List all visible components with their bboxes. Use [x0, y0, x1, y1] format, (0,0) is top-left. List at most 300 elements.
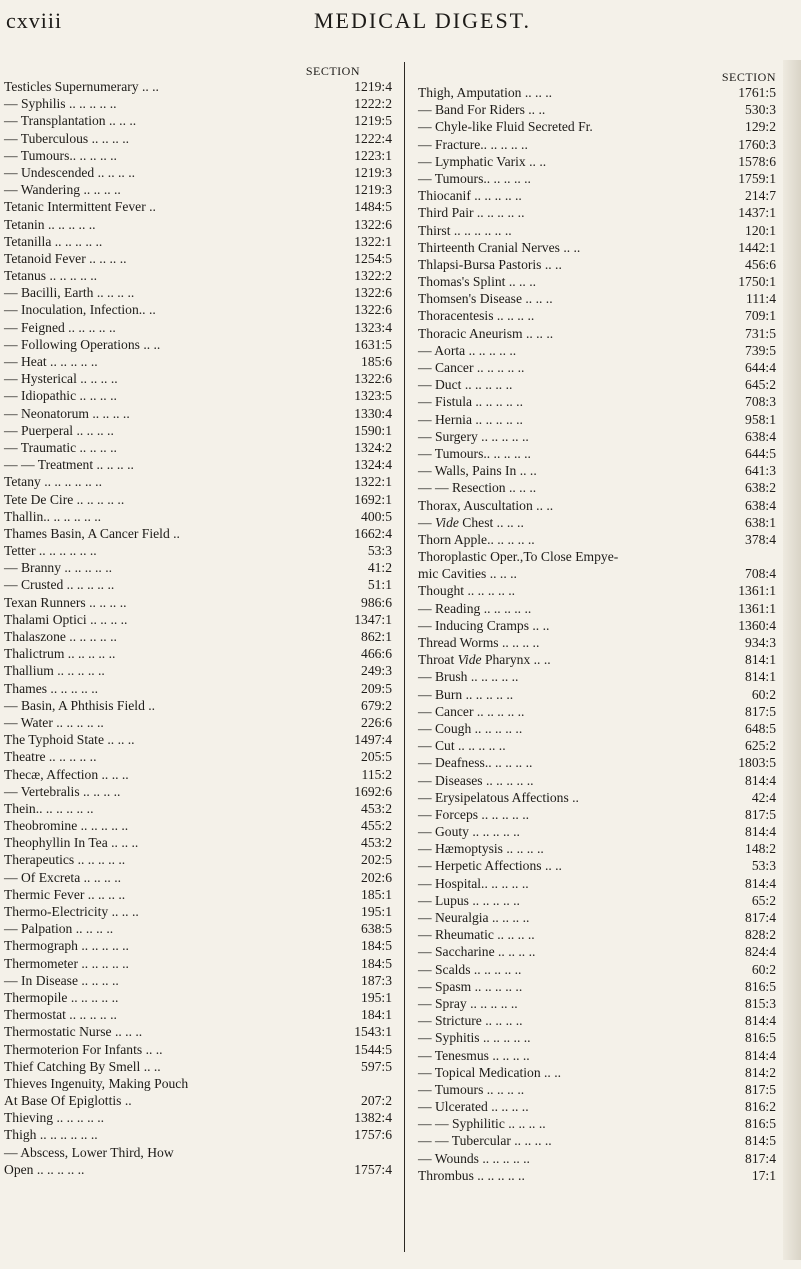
index-entry-section: 814:4 — [745, 824, 776, 840]
index-entry-section: 816:5 — [745, 1116, 776, 1132]
index-entry — [4, 542, 396, 559]
index-entry-section: 1631:5 — [354, 336, 392, 352]
index-entry-section: 1442:1 — [738, 239, 776, 255]
index-entry-term: — Branny .. .. .. .. .. — [4, 560, 112, 576]
index-entry — [4, 130, 396, 147]
index-entry — [4, 662, 396, 679]
index-entry — [418, 273, 776, 290]
index-entry-term: Thieves Ingenuity, Making Pouch — [4, 1075, 189, 1091]
index-entry — [4, 731, 396, 748]
index-entry-section: 530:3 — [745, 102, 776, 118]
index-entry — [418, 136, 776, 153]
index-entry-term: Open .. .. .. .. .. — [4, 1161, 85, 1177]
index-entry — [418, 582, 776, 599]
index-entry-section: 1322:6 — [354, 285, 392, 301]
index-entry — [418, 1012, 776, 1029]
index-entry — [4, 1161, 396, 1178]
index-entry — [418, 204, 776, 221]
index-entry-section: 641:3 — [745, 463, 776, 479]
index-entry-section: 209:5 — [361, 680, 392, 696]
index-entry-section: 1437:1 — [738, 205, 776, 221]
index-entry — [418, 720, 776, 737]
index-entry-section: 1382:4 — [354, 1110, 392, 1126]
index-entry-term: — Bacilli, Earth .. .. .. .. — [4, 285, 135, 301]
index-entry-section: 53:3 — [751, 858, 776, 874]
index-entry-section: 185:1 — [361, 886, 392, 902]
index-entry — [4, 817, 396, 834]
index-entry-section: 115:2 — [361, 766, 392, 782]
index-entry — [418, 617, 776, 634]
index-entry — [4, 370, 396, 387]
index-entry-term: — Tumours .. .. .. .. — [418, 1081, 525, 1097]
index-entry-term: — Following Operations .. .. — [4, 336, 161, 352]
index-entry — [4, 422, 396, 439]
index-entry — [418, 565, 776, 582]
index-entry-term: — Transplantation .. .. .. — [4, 113, 137, 129]
index-entry-section: 1323:4 — [354, 319, 392, 335]
index-entry-section: 1219:4 — [354, 79, 392, 94]
index-entry-term: Tetany .. .. .. .. .. .. — [4, 474, 102, 490]
index-entry-term: — Tumours.. .. .. .. .. — [4, 147, 117, 163]
index-entry-term: Tetanoid Fever .. .. .. .. — [4, 250, 127, 266]
index-entry-section: 1662:4 — [354, 525, 392, 541]
index-entry-term: — Water .. .. .. .. .. — [4, 714, 104, 730]
index-entry-term: — Syphilis .. .. .. .. .. — [4, 96, 117, 112]
index-entry — [418, 479, 776, 496]
index-entry-section: 1322:1 — [354, 233, 392, 249]
index-entry-section: 1324:2 — [354, 439, 392, 455]
index-entry — [4, 1109, 396, 1126]
index-entry-term: Thorn Apple.. .. .. .. .. — [418, 531, 535, 547]
index-entry — [4, 181, 396, 198]
index-entry-term: — Aorta .. .. .. .. .. — [418, 342, 517, 358]
index-entry-term: Thalictrum .. .. .. .. .. — [4, 646, 116, 662]
index-entry-section: 1222:4 — [354, 130, 392, 146]
index-entry-section: 42:4 — [751, 789, 776, 805]
index-entry-term: Third Pair .. .. .. .. .. — [418, 205, 525, 221]
index-entry-section: 597:5 — [361, 1058, 392, 1074]
index-entry-section: 824:4 — [745, 944, 776, 960]
index-entry — [4, 783, 396, 800]
index-entry-section: 638:4 — [745, 497, 776, 513]
index-entry-term: — Cancer .. .. .. .. .. — [418, 703, 525, 719]
index-entry-term: Thermometer .. .. .. .. .. — [4, 955, 129, 971]
index-entry-term: Thermo-Electricity .. .. .. — [4, 904, 139, 919]
index-entry-section: 816:2 — [745, 1099, 776, 1115]
index-entry-term: — Neonatorum .. .. .. .. — [4, 405, 130, 421]
index-entry — [418, 772, 776, 789]
index-entry-section: 1692:1 — [354, 491, 392, 507]
index-entry — [418, 1132, 776, 1149]
index-entry — [418, 995, 776, 1012]
index-entry — [4, 405, 396, 422]
index-entry-section: 815:3 — [745, 995, 776, 1011]
index-entry — [4, 336, 396, 353]
index-entry-term: — Wandering .. .. .. .. — [4, 182, 121, 198]
page-header — [0, 6, 801, 46]
index-entry — [418, 514, 776, 531]
index-entry-section: 1759:1 — [738, 170, 776, 186]
index-entry-section: 817:5 — [745, 1081, 776, 1097]
index-entry — [418, 187, 776, 204]
index-entry-term: — Spray .. .. .. .. .. — [418, 995, 518, 1011]
index-entry-section: 51:1 — [367, 577, 392, 593]
index-entry-section: 817:4 — [745, 1150, 776, 1166]
index-entry-term: Theatre .. .. .. .. .. — [4, 749, 97, 765]
index-entry — [418, 342, 776, 359]
index-entry — [418, 909, 776, 926]
index-entry — [418, 101, 776, 118]
index-entry-term: — Diseases .. .. .. .. .. — [418, 772, 534, 788]
index-entry-section: 1219:3 — [354, 182, 392, 198]
index-entry-term: — Brush .. .. .. .. .. — [418, 669, 519, 685]
index-entry-section: 817:4 — [745, 910, 776, 925]
index-entry — [418, 926, 776, 943]
index-entry-term: — Hospital.. .. .. .. .. — [418, 875, 529, 891]
index-entry-section: 53:3 — [367, 543, 392, 559]
index-entry-section: 65:2 — [751, 892, 776, 908]
index-entry — [418, 393, 776, 410]
index-entry-term: Testicles Supernumerary .. .. — [4, 79, 159, 94]
index-entry — [4, 284, 396, 301]
index-entry-section: 17:1 — [751, 1167, 776, 1183]
index-entry-section: 195:1 — [361, 904, 392, 919]
index-entry — [4, 697, 396, 714]
index-entry-term: — Vide Chest .. .. .. — [418, 514, 524, 530]
index-column-right — [418, 64, 776, 1184]
index-entry-term: — Burn .. .. .. .. .. — [418, 686, 514, 702]
index-entry-section: 958:1 — [745, 411, 776, 427]
index-entry — [418, 1167, 776, 1184]
index-entry-section: 1330:4 — [354, 405, 392, 421]
index-entry — [4, 112, 396, 129]
column-divider — [404, 62, 405, 1252]
index-entry-section: 814:4 — [745, 875, 776, 891]
index-entry-term: — Band For Riders .. .. — [418, 102, 546, 118]
index-entry — [4, 1058, 396, 1075]
index-entry-section: 1497:4 — [354, 732, 392, 748]
page-edge-shadow — [783, 60, 801, 1260]
index-entry-term: Thermograph .. .. .. .. .. — [4, 938, 129, 954]
index-entry-term: Thiocanif .. .. .. .. .. — [418, 188, 522, 204]
index-entry — [418, 548, 776, 565]
index-entry-term: Therapeutics .. .. .. .. .. — [4, 852, 126, 868]
index-entry — [4, 748, 396, 765]
index-entry-section: 202:6 — [361, 869, 392, 885]
index-entry-section: 739:5 — [745, 342, 776, 358]
index-column-left — [4, 64, 396, 1178]
index-entry-term: — Undescended .. .. .. .. — [4, 164, 135, 180]
index-entry-term: — Syphitis .. .. .. .. .. — [418, 1030, 531, 1046]
index-entry-term: Tetanilla .. .. .. .. .. — [4, 233, 103, 249]
index-entry — [4, 164, 396, 181]
index-entry-term: — Cancer .. .. .. .. .. — [418, 360, 525, 375]
index-entry-section: 814:2 — [745, 1064, 776, 1080]
index-entry-term: — Palpation .. .. .. .. — [4, 921, 114, 937]
index-entry — [418, 754, 776, 771]
index-entry — [4, 1092, 396, 1109]
index-entry — [418, 892, 776, 909]
index-entry-section: 816:5 — [745, 1030, 776, 1046]
index-entry-term: At Base Of Epiglottis .. — [4, 1093, 132, 1109]
index-entry — [4, 628, 396, 645]
index-entry-section: 185:6 — [361, 354, 392, 369]
index-entry-section: 862:1 — [361, 629, 392, 644]
index-entry-term: — Tumours.. .. .. .. .. — [418, 445, 531, 461]
index-entry — [4, 1041, 396, 1058]
index-entry-term: Thallin.. .. .. .. .. .. — [4, 508, 102, 524]
index-entry-term: — Feigned .. .. .. .. .. — [4, 319, 116, 335]
index-entry-term: — Fistula .. .. .. .. .. — [418, 394, 523, 410]
index-entry-term: Thames Basin, A Cancer Field .. — [4, 525, 180, 541]
index-entry-section: 1322:6 — [354, 302, 392, 318]
index-entry — [418, 462, 776, 479]
index-entry-section: 1223:1 — [354, 147, 392, 163]
index-entry-term: Thallium .. .. .. .. .. — [4, 663, 105, 679]
index-entry-section: 1578:6 — [738, 153, 776, 169]
index-entry — [4, 456, 396, 473]
index-entry-section: 1322:2 — [354, 268, 392, 284]
index-entry-term: — Traumatic .. .. .. .. — [4, 439, 117, 455]
index-entry-term: — Reading .. .. .. .. .. — [418, 600, 532, 616]
index-entry — [418, 857, 776, 874]
index-entry-term: — Fracture.. .. .. .. .. — [418, 136, 528, 152]
index-entry — [4, 353, 396, 370]
index-entry-section: 202:5 — [361, 852, 392, 868]
index-entry — [418, 651, 776, 668]
index-entry-term: The Typhoid State .. .. .. — [4, 732, 135, 748]
index-entry-term: — Cut .. .. .. .. .. — [418, 738, 506, 754]
index-entry — [4, 387, 396, 404]
index-entry — [4, 267, 396, 284]
index-entry-section: 205:5 — [361, 749, 392, 765]
index-entry-section: 644:5 — [745, 445, 776, 461]
index-entry-term: — Of Excreta .. .. .. .. — [4, 869, 122, 885]
index-entry-section: 1322:1 — [354, 474, 392, 490]
index-entry — [4, 198, 396, 215]
index-entry — [4, 1006, 396, 1023]
index-entry-term: — Topical Medication .. .. — [418, 1064, 562, 1080]
index-entry-section: 60:2 — [751, 686, 776, 702]
index-entry-term: Tetanic Intermittent Fever .. — [4, 199, 156, 215]
index-entry-section: 708:3 — [745, 394, 776, 410]
index-entry — [418, 1150, 776, 1167]
index-entry — [4, 680, 396, 697]
index-entry — [418, 256, 776, 273]
index-entry-section: 934:3 — [745, 635, 776, 650]
index-entry-term: Thread Worms .. .. .. .. — [418, 635, 540, 650]
index-entry-term: Tetter .. .. .. .. .. .. — [4, 543, 97, 559]
index-entry — [418, 703, 776, 720]
index-entry-term: Throat Vide Pharynx .. .. — [418, 652, 551, 668]
index-entry-term: Thirteenth Cranial Nerves .. .. — [418, 239, 581, 255]
index-entry — [418, 668, 776, 685]
index-entry-section: 1360:4 — [738, 617, 776, 633]
index-entry — [4, 955, 396, 972]
index-entry — [4, 851, 396, 868]
index-entry-section: 986:6 — [361, 594, 392, 610]
index-entry-term: — Hæmoptysis .. .. .. .. — [418, 841, 544, 857]
index-entry-section: 1222:2 — [354, 96, 392, 112]
index-entry-term: Thoroplastic Oper.,To Close Empye- — [418, 549, 619, 565]
index-entry-section: 625:2 — [745, 738, 776, 754]
index-entry-term: — — Tubercular .. .. .. .. — [418, 1133, 552, 1149]
index-entry-term: — Inoculation, Infection.. .. — [4, 302, 156, 318]
index-entry-term: Tetanin .. .. .. .. .. — [4, 216, 96, 232]
index-entry — [4, 1075, 396, 1092]
index-entry-section: 1544:5 — [354, 1041, 392, 1057]
index-entry-term: Thoracic Aneurism .. .. .. — [418, 325, 554, 341]
index-entry — [4, 78, 396, 95]
index-entry-term: — Puerperal .. .. .. .. — [4, 422, 114, 438]
index-entry — [4, 250, 396, 267]
index-entry — [4, 1126, 396, 1143]
index-entry-term: — Idiopathic .. .. .. .. — [4, 388, 117, 404]
index-entry — [4, 319, 396, 336]
index-entry-term: — Erysipelatous Affections .. — [418, 789, 579, 805]
index-entry-term: — — Syphilitic .. .. .. .. — [418, 1116, 546, 1132]
index-entry-section: 1322:6 — [354, 371, 392, 387]
index-entry-section: 41:2 — [367, 560, 392, 576]
index-entry-section: 400:5 — [361, 508, 392, 524]
index-entry-term: — Abscess, Lower Third, How — [4, 1144, 174, 1160]
index-entry — [418, 943, 776, 960]
index-entry-term: — Rheumatic .. .. .. .. — [418, 927, 535, 943]
section-column-label: SECTION — [721, 70, 776, 84]
index-entry — [4, 766, 396, 783]
index-entry-section: 814:1 — [745, 669, 776, 685]
index-entry-term: — Lupus .. .. .. .. .. — [418, 892, 520, 908]
index-entry-section: 1803:5 — [738, 755, 776, 771]
index-entry — [418, 411, 776, 428]
index-entry — [418, 531, 776, 548]
index-entry-section: 816:5 — [745, 978, 776, 994]
index-entry-section: 638:5 — [361, 921, 392, 937]
page-title: MEDICAL DIGEST. — [314, 8, 531, 33]
index-entry — [418, 307, 776, 324]
index-entry-section: 1692:6 — [354, 783, 392, 799]
index-entry — [418, 497, 776, 514]
index-entry-term: Thomsen's Disease .. .. .. — [418, 291, 553, 307]
index-entry — [4, 473, 396, 490]
index-entry — [4, 233, 396, 250]
page-number: cxviii — [6, 8, 63, 33]
index-entry-section: 184:1 — [361, 1007, 392, 1023]
index-entry-term: — Duct .. .. .. .. .. — [418, 377, 513, 393]
index-entry-section: 129:2 — [745, 119, 776, 135]
index-entry-term: Thlapsi-Bursa Pastoris .. .. — [418, 256, 562, 272]
index-entry-section: 184:5 — [361, 938, 392, 954]
index-entry — [418, 840, 776, 857]
index-entry-term: — Surgery .. .. .. .. .. — [418, 428, 529, 444]
index-entry-section: 1219:5 — [354, 113, 392, 129]
index-entry-term: Thigh, Amputation .. .. .. — [418, 85, 553, 100]
index-entry-term: — Forceps .. .. .. .. .. — [418, 806, 530, 822]
index-entry-section: 466:6 — [361, 646, 392, 662]
index-entry-section: 1361:1 — [738, 583, 776, 599]
index-entry-section: 1322:6 — [354, 216, 392, 232]
index-entry-term: Thigh .. .. .. .. .. .. — [4, 1127, 98, 1143]
index-entry-section: 645:2 — [745, 377, 776, 393]
index-entry-term: Thieving .. .. .. .. .. — [4, 1110, 105, 1126]
index-entry — [418, 428, 776, 445]
index-entry — [418, 806, 776, 823]
index-entry-term: — Ulcerated .. .. .. .. — [418, 1099, 529, 1115]
index-entry-term: — Wounds .. .. .. .. .. — [418, 1150, 530, 1166]
index-entry — [418, 290, 776, 307]
index-entry — [4, 903, 396, 920]
index-entry — [418, 978, 776, 995]
index-entry-term: Thermostat .. .. .. .. .. — [4, 1007, 117, 1023]
index-entry — [418, 875, 776, 892]
index-entry-term: — Cough .. .. .. .. .. — [418, 720, 523, 736]
index-entry-term: Thames .. .. .. .. .. — [4, 680, 99, 696]
index-entry-section: 148:2 — [745, 841, 776, 857]
index-entry — [4, 216, 396, 233]
index-entry — [4, 525, 396, 542]
index-entry-term: Thermopile .. .. .. .. .. — [4, 989, 119, 1005]
index-entry-section: 249:3 — [361, 663, 392, 679]
index-entry-term: — Scalds .. .. .. .. .. — [418, 961, 522, 977]
index-entry-section: 195:1 — [361, 989, 392, 1005]
index-entry-term: — Inducing Cramps .. .. — [418, 617, 550, 633]
index-entry-term: — Saccharine .. .. .. .. — [418, 944, 536, 960]
index-entry — [418, 823, 776, 840]
index-entry-term: — Neuralgia .. .. .. .. — [418, 910, 530, 925]
index-entry — [4, 439, 396, 456]
index-entry — [418, 961, 776, 978]
index-entry-section: 111:4 — [746, 291, 776, 307]
index-entry-term: — Basin, A Phthisis Field .. — [4, 697, 156, 713]
index-entry-term: — Tenesmus .. .. .. .. — [418, 1047, 530, 1063]
index-entry-section: 731:5 — [745, 325, 776, 341]
index-entry — [4, 886, 396, 903]
index-entry-section: 1219:3 — [354, 164, 392, 180]
index-entry-term: Thein.. .. .. .. .. .. — [4, 800, 94, 816]
index-entry — [4, 869, 396, 886]
index-entry-term: Theobromine .. .. .. .. .. — [4, 818, 129, 834]
index-entry-section: 1760:3 — [738, 136, 776, 152]
index-entry-section: 644:4 — [745, 360, 776, 375]
index-entry — [418, 1047, 776, 1064]
index-entry-section: 814:4 — [745, 1013, 776, 1029]
index-entry-section: 679:2 — [361, 697, 392, 713]
index-entry-term: — — Treatment .. .. .. .. — [4, 457, 134, 473]
index-entry — [418, 153, 776, 170]
index-entry-section: 60:2 — [751, 961, 776, 977]
index-entry — [418, 239, 776, 256]
index-entry — [418, 325, 776, 342]
index-entry-section: 1543:1 — [354, 1024, 392, 1040]
index-entry-section: 1757:6 — [354, 1127, 392, 1143]
index-entry — [4, 989, 396, 1006]
index-entry — [4, 1144, 396, 1161]
index-entry-term: — Crusted .. .. .. .. .. — [4, 577, 115, 593]
index-entry-term: Thermostatic Nurse .. .. .. — [4, 1024, 143, 1040]
index-entry-term: — Lymphatic Varix .. .. — [418, 153, 547, 169]
index-entry-term: Thalami Optici .. .. .. .. — [4, 611, 128, 627]
index-entry-term: Thought .. .. .. .. .. — [418, 583, 516, 599]
index-entry-section: 1761:5 — [738, 85, 776, 100]
index-entry — [418, 359, 776, 376]
index-entry-term: — Deafness.. .. .. .. .. — [418, 755, 533, 771]
index-entry — [4, 645, 396, 662]
index-entry-section: 184:5 — [361, 955, 392, 971]
index-entry-term: Thorax, Auscultation .. .. — [418, 497, 554, 513]
index-entry-term: — Walls, Pains In .. .. — [418, 463, 537, 479]
index-entry-term: Thoracentesis .. .. .. .. — [418, 308, 535, 324]
index-entry-section: 638:4 — [745, 428, 776, 444]
